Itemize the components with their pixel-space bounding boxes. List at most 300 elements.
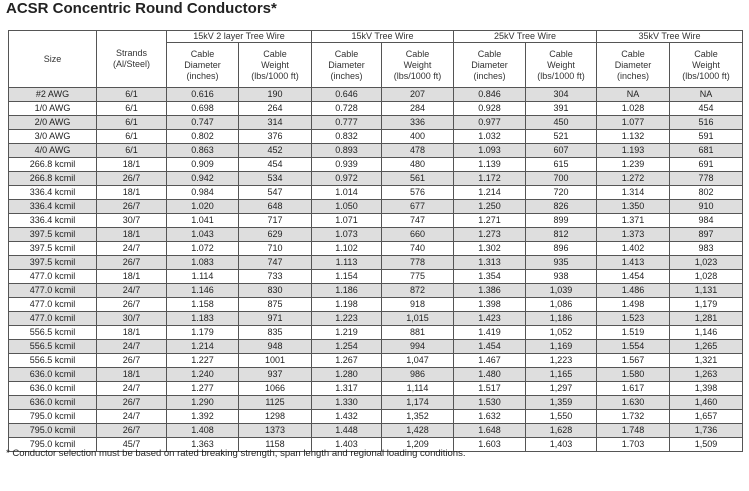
size-cell: 397.5 kcmil: [9, 228, 97, 242]
weight-cell: 1,039: [526, 284, 597, 298]
diameter-cell: 1.273: [454, 228, 526, 242]
diameter-cell: 1.132: [597, 130, 670, 144]
weight-cell: 812: [526, 228, 597, 242]
weight-cell: 1,146: [670, 326, 743, 340]
strands-cell: 24/7: [97, 284, 167, 298]
diameter-cell: 0.698: [167, 102, 239, 116]
diameter-cell: 1.567: [597, 354, 670, 368]
size-cell: 477.0 kcmil: [9, 312, 97, 326]
size-cell: 4/0 AWG: [9, 144, 97, 158]
weight-cell: 264: [239, 102, 312, 116]
weight-cell: 1,281: [670, 312, 743, 326]
diameter-cell: 1.617: [597, 382, 670, 396]
diameter-cell: 0.616: [167, 88, 239, 102]
diameter-cell: 1.371: [597, 214, 670, 228]
weight-cell: 948: [239, 340, 312, 354]
diameter-cell: 1.632: [454, 410, 526, 424]
diameter-cell: 1.050: [312, 200, 382, 214]
weight-cell: 910: [670, 200, 743, 214]
diameter-cell: 1.290: [167, 396, 239, 410]
weight-cell: 454: [239, 158, 312, 172]
table-row: [9, 130, 743, 144]
size-cell: 2/0 AWG: [9, 116, 97, 130]
weight-cell: 391: [526, 102, 597, 116]
table-row: [9, 144, 743, 158]
diameter-cell: NA: [597, 88, 670, 102]
weight-cell: 872: [382, 284, 454, 298]
diameter-cell: 1.146: [167, 284, 239, 298]
diameter-cell: 1.486: [597, 284, 670, 298]
weight-cell: 881: [382, 326, 454, 340]
weight-cell: NA: [670, 88, 743, 102]
strands-cell: 24/7: [97, 410, 167, 424]
table-row: [9, 214, 743, 228]
size-cell: 556.5 kcmil: [9, 326, 97, 340]
weight-cell: 830: [239, 284, 312, 298]
size-cell: 636.0 kcmil: [9, 368, 97, 382]
weight-cell: 1373: [239, 424, 312, 438]
weight-cell: 875: [239, 298, 312, 312]
weight-cell: 1,403: [526, 438, 597, 452]
diameter-cell: 1.271: [454, 214, 526, 228]
size-header: Size: [9, 31, 97, 88]
weight-cell: 1,657: [670, 410, 743, 424]
diameter-cell: 0.928: [454, 102, 526, 116]
size-cell: 795.0 kcmil: [9, 424, 97, 438]
diameter-cell: 0.984: [167, 186, 239, 200]
diameter-cell: 1.523: [597, 312, 670, 326]
table-row: [9, 410, 743, 424]
weight-cell: 897: [670, 228, 743, 242]
diameter-cell: 1.517: [454, 382, 526, 396]
table-row: [9, 228, 743, 242]
diameter-cell: 1.398: [454, 298, 526, 312]
diameter-cell: 1.373: [597, 228, 670, 242]
strands-cell: 26/7: [97, 256, 167, 270]
diameter-cell: 1.223: [312, 312, 382, 326]
size-cell: 336.4 kcmil: [9, 200, 97, 214]
weight-cell: 938: [526, 270, 597, 284]
diameter-cell: 1.317: [312, 382, 382, 396]
weight-cell: 1,186: [526, 312, 597, 326]
weight-cell: 1,509: [670, 438, 743, 452]
diameter-cell: 1.403: [312, 438, 382, 452]
diameter-cell: 1.732: [597, 410, 670, 424]
diameter-cell: 1.077: [597, 116, 670, 130]
diameter-cell: 0.777: [312, 116, 382, 130]
diameter-cell: 1.020: [167, 200, 239, 214]
diameter-cell: 0.942: [167, 172, 239, 186]
weight-cell: 1298: [239, 410, 312, 424]
diameter-cell: 1.302: [454, 242, 526, 256]
weight-cell: 1,169: [526, 340, 597, 354]
weight-cell: 747: [382, 214, 454, 228]
diameter-header: Cable Diameter (inches): [597, 43, 670, 88]
diameter-cell: 0.832: [312, 130, 382, 144]
strands-cell: 6/1: [97, 116, 167, 130]
diameter-cell: 1.280: [312, 368, 382, 382]
diameter-cell: 1.554: [597, 340, 670, 354]
weight-cell: 190: [239, 88, 312, 102]
weight-cell: 1,359: [526, 396, 597, 410]
diameter-cell: 1.093: [454, 144, 526, 158]
diameter-cell: 1.423: [454, 312, 526, 326]
strands-cell: 26/7: [97, 396, 167, 410]
weight-cell: 986: [382, 368, 454, 382]
weight-cell: 1001: [239, 354, 312, 368]
weight-header: Cable Weight (lbs/1000 ft): [239, 43, 312, 88]
weight-cell: 1125: [239, 396, 312, 410]
weight-cell: 284: [382, 102, 454, 116]
page-title: ACSR Concentric Round Conductors*: [6, 0, 277, 17]
weight-cell: 899: [526, 214, 597, 228]
strands-cell: 18/1: [97, 158, 167, 172]
diameter-cell: 1.183: [167, 312, 239, 326]
weight-cell: 660: [382, 228, 454, 242]
diameter-cell: 1.240: [167, 368, 239, 382]
weight-cell: 534: [239, 172, 312, 186]
weight-cell: 1,174: [382, 396, 454, 410]
weight-cell: 615: [526, 158, 597, 172]
weight-cell: 521: [526, 130, 597, 144]
strands-cell: 18/1: [97, 368, 167, 382]
weight-cell: 1066: [239, 382, 312, 396]
diameter-cell: 1.498: [597, 298, 670, 312]
weight-cell: 1,015: [382, 312, 454, 326]
table-row: [9, 284, 743, 298]
diameter-cell: 1.198: [312, 298, 382, 312]
weight-cell: 1,114: [382, 382, 454, 396]
diameter-cell: 1.630: [597, 396, 670, 410]
diameter-cell: 1.114: [167, 270, 239, 284]
diameter-cell: 1.214: [167, 340, 239, 354]
diameter-cell: 1.186: [312, 284, 382, 298]
diameter-cell: 0.909: [167, 158, 239, 172]
strands-cell: 6/1: [97, 130, 167, 144]
diameter-cell: 1.402: [597, 242, 670, 256]
diameter-cell: 1.467: [454, 354, 526, 368]
diameter-cell: 1.432: [312, 410, 382, 424]
weight-cell: 1,131: [670, 284, 743, 298]
weight-cell: 733: [239, 270, 312, 284]
weight-cell: 775: [382, 270, 454, 284]
weight-cell: 710: [239, 242, 312, 256]
weight-cell: 1,028: [670, 270, 743, 284]
conductor-table: [8, 30, 743, 452]
diameter-cell: 1.179: [167, 326, 239, 340]
size-cell: 795.0 kcmil: [9, 438, 97, 452]
size-cell: 3/0 AWG: [9, 130, 97, 144]
size-cell: 556.5 kcmil: [9, 354, 97, 368]
weight-cell: 1,628: [526, 424, 597, 438]
weight-cell: 778: [382, 256, 454, 270]
group-header: 25kV Tree Wire: [454, 31, 597, 43]
table-row: [9, 158, 743, 172]
diameter-cell: 1.314: [597, 186, 670, 200]
weight-cell: 547: [239, 186, 312, 200]
weight-cell: 1158: [239, 438, 312, 452]
size-cell: 636.0 kcmil: [9, 396, 97, 410]
strands-cell: 30/7: [97, 214, 167, 228]
table-row: [9, 88, 743, 102]
diameter-cell: 0.977: [454, 116, 526, 130]
diameter-cell: 0.728: [312, 102, 382, 116]
weight-cell: 400: [382, 130, 454, 144]
diameter-cell: 1.386: [454, 284, 526, 298]
table-row: [9, 256, 743, 270]
group-header: 15kV Tree Wire: [312, 31, 454, 43]
diameter-cell: 0.972: [312, 172, 382, 186]
diameter-cell: 1.648: [454, 424, 526, 438]
weight-cell: 1,736: [670, 424, 743, 438]
weight-header: Cable Weight (lbs/1000 ft): [526, 43, 597, 88]
diameter-cell: 0.846: [454, 88, 526, 102]
diameter-cell: 1.139: [454, 158, 526, 172]
weight-cell: 1,550: [526, 410, 597, 424]
table-row: [9, 326, 743, 340]
weight-cell: 1,223: [526, 354, 597, 368]
table-header: [9, 31, 743, 88]
strands-cell: 18/1: [97, 228, 167, 242]
diameter-cell: 1.454: [597, 270, 670, 284]
weight-cell: 1,398: [670, 382, 743, 396]
weight-cell: 1,321: [670, 354, 743, 368]
diameter-cell: 1.272: [597, 172, 670, 186]
strands-cell: 26/7: [97, 200, 167, 214]
table-row: [9, 424, 743, 438]
table-row: [9, 396, 743, 410]
diameter-cell: 1.113: [312, 256, 382, 270]
weight-cell: 1,352: [382, 410, 454, 424]
weight-cell: 994: [382, 340, 454, 354]
diameter-cell: 0.863: [167, 144, 239, 158]
diameter-cell: 1.363: [167, 438, 239, 452]
diameter-cell: 1.219: [312, 326, 382, 340]
weight-cell: 778: [670, 172, 743, 186]
size-cell: 266.8 kcmil: [9, 172, 97, 186]
table-row: [9, 340, 743, 354]
weight-cell: 1,297: [526, 382, 597, 396]
weight-cell: 720: [526, 186, 597, 200]
weight-cell: 691: [670, 158, 743, 172]
weight-cell: 826: [526, 200, 597, 214]
size-cell: 636.0 kcmil: [9, 382, 97, 396]
diameter-cell: 1.214: [454, 186, 526, 200]
size-cell: #2 AWG: [9, 88, 97, 102]
diameter-cell: 1.083: [167, 256, 239, 270]
table-row: [9, 200, 743, 214]
weight-cell: 516: [670, 116, 743, 130]
size-cell: 397.5 kcmil: [9, 256, 97, 270]
diameter-cell: 1.073: [312, 228, 382, 242]
diameter-cell: 1.603: [454, 438, 526, 452]
weight-cell: 1,023: [670, 256, 743, 270]
diameter-cell: 1.043: [167, 228, 239, 242]
diameter-cell: 1.014: [312, 186, 382, 200]
group-header: 35kV Tree Wire: [597, 31, 743, 43]
diameter-cell: 1.071: [312, 214, 382, 228]
strands-cell: 24/7: [97, 340, 167, 354]
weight-cell: 591: [670, 130, 743, 144]
size-cell: 477.0 kcmil: [9, 284, 97, 298]
strands-cell: 6/1: [97, 88, 167, 102]
weight-cell: 700: [526, 172, 597, 186]
diameter-cell: 0.646: [312, 88, 382, 102]
table-row: [9, 354, 743, 368]
table-row: [9, 116, 743, 130]
diameter-cell: 1.277: [167, 382, 239, 396]
size-cell: 477.0 kcmil: [9, 270, 97, 284]
group-header: 15kV 2 layer Tree Wire: [167, 31, 312, 43]
weight-cell: 1,460: [670, 396, 743, 410]
diameter-cell: 1.454: [454, 340, 526, 354]
table-row: [9, 312, 743, 326]
diameter-cell: 1.028: [597, 102, 670, 116]
weight-cell: 454: [670, 102, 743, 116]
size-cell: 336.4 kcmil: [9, 186, 97, 200]
table-row: [9, 186, 743, 200]
weight-cell: 576: [382, 186, 454, 200]
diameter-cell: 1.350: [597, 200, 670, 214]
weight-cell: 1,165: [526, 368, 597, 382]
size-cell: 397.5 kcmil: [9, 242, 97, 256]
weight-cell: 450: [526, 116, 597, 130]
weight-cell: 937: [239, 368, 312, 382]
table-row: [9, 270, 743, 284]
weight-cell: 648: [239, 200, 312, 214]
size-cell: 795.0 kcmil: [9, 410, 97, 424]
weight-cell: 896: [526, 242, 597, 256]
weight-cell: 1,179: [670, 298, 743, 312]
weight-cell: 935: [526, 256, 597, 270]
diameter-cell: 1.330: [312, 396, 382, 410]
weight-cell: 971: [239, 312, 312, 326]
weight-cell: 561: [382, 172, 454, 186]
strands-cell: 18/1: [97, 186, 167, 200]
weight-cell: 629: [239, 228, 312, 242]
weight-cell: 1,209: [382, 438, 454, 452]
weight-cell: 607: [526, 144, 597, 158]
diameter-cell: 1.480: [454, 368, 526, 382]
table-row: [9, 298, 743, 312]
weight-cell: 314: [239, 116, 312, 130]
diameter-cell: 1.032: [454, 130, 526, 144]
weight-cell: 304: [526, 88, 597, 102]
weight-cell: 677: [382, 200, 454, 214]
diameter-cell: 1.530: [454, 396, 526, 410]
weight-cell: 983: [670, 242, 743, 256]
weight-cell: 1,086: [526, 298, 597, 312]
strands-cell: 26/7: [97, 172, 167, 186]
weight-cell: 207: [382, 88, 454, 102]
strands-cell: 26/7: [97, 298, 167, 312]
diameter-cell: 1.254: [312, 340, 382, 354]
size-cell: 266.8 kcmil: [9, 158, 97, 172]
diameter-cell: 1.158: [167, 298, 239, 312]
diameter-cell: 1.448: [312, 424, 382, 438]
strands-cell: 26/7: [97, 424, 167, 438]
strands-cell: 6/1: [97, 102, 167, 116]
weight-cell: 376: [239, 130, 312, 144]
weight-cell: 1,428: [382, 424, 454, 438]
diameter-cell: 1.392: [167, 410, 239, 424]
diameter-cell: 1.413: [597, 256, 670, 270]
weight-cell: 478: [382, 144, 454, 158]
diameter-header: Cable Diameter (inches): [167, 43, 239, 88]
strands-cell: 18/1: [97, 270, 167, 284]
diameter-cell: 0.747: [167, 116, 239, 130]
diameter-cell: 1.041: [167, 214, 239, 228]
strands-cell: 30/7: [97, 312, 167, 326]
diameter-cell: 1.172: [454, 172, 526, 186]
weight-cell: 1,047: [382, 354, 454, 368]
table-row: [9, 368, 743, 382]
diameter-header: Cable Diameter (inches): [312, 43, 382, 88]
diameter-cell: 0.802: [167, 130, 239, 144]
diameter-cell: 1.267: [312, 354, 382, 368]
diameter-cell: 1.193: [597, 144, 670, 158]
diameter-cell: 1.519: [597, 326, 670, 340]
weight-header: Cable Weight (lbs/1000 ft): [670, 43, 743, 88]
footnote: * Conductor selection must be based on rated breaking strength, span length and regional loading conditions.: [6, 448, 466, 459]
size-cell: 477.0 kcmil: [9, 298, 97, 312]
size-cell: 556.5 kcmil: [9, 340, 97, 354]
weight-cell: 1,263: [670, 368, 743, 382]
table-row: [9, 382, 743, 396]
diameter-cell: 1.154: [312, 270, 382, 284]
table-row: [9, 172, 743, 186]
diameter-cell: 1.580: [597, 368, 670, 382]
diameter-cell: 1.408: [167, 424, 239, 438]
table-body: [9, 88, 743, 452]
size-cell: 336.4 kcmil: [9, 214, 97, 228]
diameter-cell: 1.239: [597, 158, 670, 172]
weight-cell: 918: [382, 298, 454, 312]
strands-cell: 6/1: [97, 144, 167, 158]
diameter-cell: 1.748: [597, 424, 670, 438]
diameter-cell: 1.313: [454, 256, 526, 270]
strands-cell: 45/7: [97, 438, 167, 452]
strands-cell: 24/7: [97, 382, 167, 396]
diameter-cell: 1.072: [167, 242, 239, 256]
diameter-cell: 1.102: [312, 242, 382, 256]
strands-cell: 24/7: [97, 242, 167, 256]
weight-cell: 984: [670, 214, 743, 228]
diameter-cell: 1.419: [454, 326, 526, 340]
weight-cell: 740: [382, 242, 454, 256]
table-row: [9, 102, 743, 116]
diameter-cell: 1.227: [167, 354, 239, 368]
weight-cell: 1,052: [526, 326, 597, 340]
table-row: [9, 242, 743, 256]
strands-cell: 26/7: [97, 354, 167, 368]
diameter-cell: 1.703: [597, 438, 670, 452]
diameter-header: Cable Diameter (inches): [454, 43, 526, 88]
strands-cell: 18/1: [97, 326, 167, 340]
weight-cell: 1,265: [670, 340, 743, 354]
size-cell: 1/0 AWG: [9, 102, 97, 116]
diameter-cell: 0.893: [312, 144, 382, 158]
weight-cell: 681: [670, 144, 743, 158]
weight-header: Cable Weight (lbs/1000 ft): [382, 43, 454, 88]
weight-cell: 802: [670, 186, 743, 200]
weight-cell: 747: [239, 256, 312, 270]
strands-header: Strands (Al/Steel): [97, 31, 167, 88]
weight-cell: 717: [239, 214, 312, 228]
diameter-cell: 1.250: [454, 200, 526, 214]
diameter-cell: 0.939: [312, 158, 382, 172]
weight-cell: 480: [382, 158, 454, 172]
